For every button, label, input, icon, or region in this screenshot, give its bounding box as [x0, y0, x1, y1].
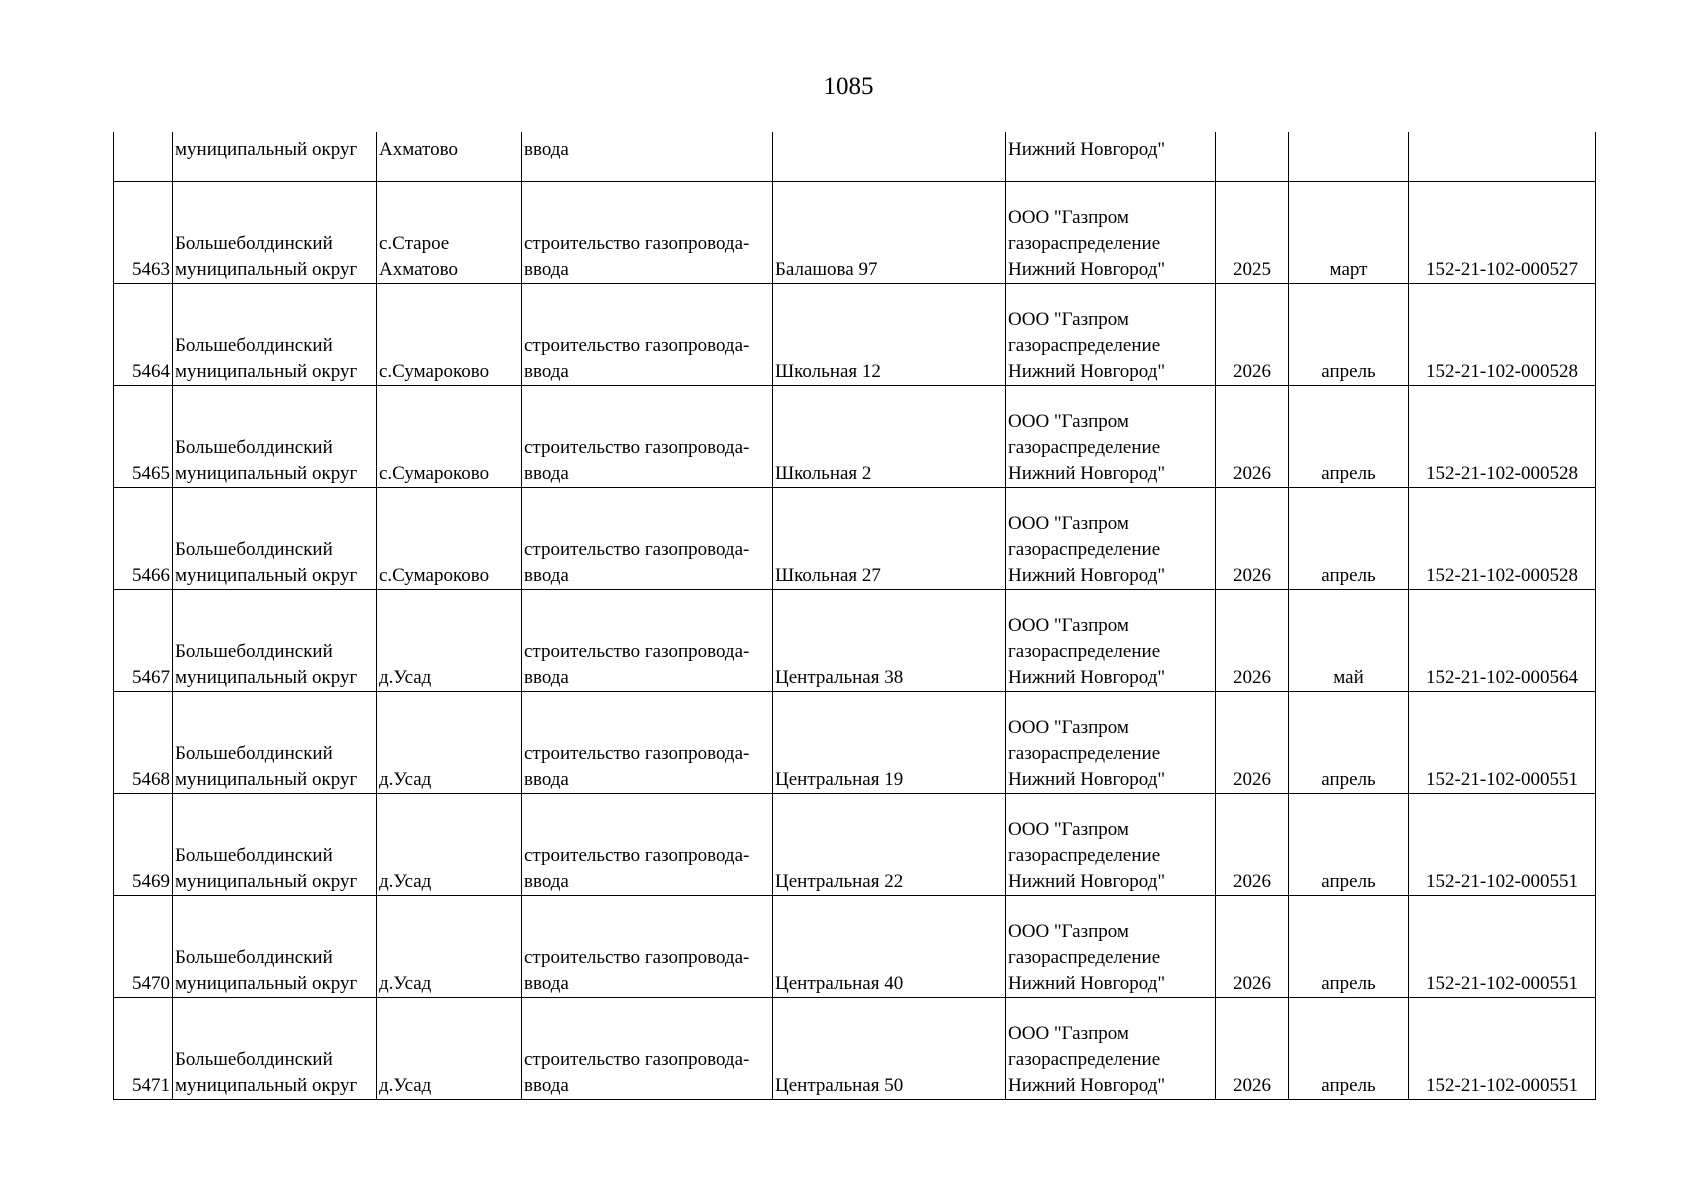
cell-work: [522, 895, 773, 997]
cell-month: [1289, 691, 1409, 793]
work-text: ввода: [524, 666, 569, 688]
cell-company: [1006, 132, 1216, 181]
cell-address: [773, 997, 1006, 1099]
cell-num: [114, 997, 173, 1099]
row-number: 5466: [132, 564, 170, 586]
code-text: 152-21-102-000551: [1426, 870, 1578, 892]
cell-work: [522, 385, 773, 487]
cell-address: [773, 283, 1006, 385]
cell-address: [773, 895, 1006, 997]
company-text: Нижний Новгород": [1008, 870, 1166, 892]
table-row: [114, 283, 1596, 385]
address-text: Центральная 22: [775, 870, 904, 892]
cell-year: [1216, 487, 1289, 589]
month-text: март: [1329, 258, 1368, 280]
cell-company: [1006, 181, 1216, 283]
table-row: [114, 385, 1596, 487]
district-text: Большеболдинский: [175, 538, 333, 560]
district-text: Большеболдинский: [175, 436, 333, 458]
company-text: ООО "Газпром: [1008, 1022, 1129, 1044]
cell-year: [1216, 283, 1289, 385]
company-text: ООО "Газпром: [1008, 206, 1129, 228]
settlement-text: д.Усад: [379, 972, 432, 994]
settlement-text: с.Сумароково: [379, 360, 490, 382]
address-text: Центральная 19: [775, 768, 904, 790]
cell-address: [773, 132, 1006, 181]
table-row: [114, 793, 1596, 895]
cell-year: [1216, 793, 1289, 895]
table-row: [114, 997, 1596, 1099]
cell-month: [1289, 132, 1409, 181]
table-row: [114, 181, 1596, 283]
company-text: газораспределение: [1008, 742, 1161, 764]
cell-address: [773, 181, 1006, 283]
work-text: ввода: [524, 870, 569, 892]
company-text: газораспределение: [1008, 946, 1161, 968]
cell-company: [1006, 793, 1216, 895]
company-text: Нижний Новгород": [1008, 360, 1166, 382]
district-text: Большеболдинский: [175, 1048, 333, 1070]
cell-year: [1216, 181, 1289, 283]
cell-code: [1409, 181, 1596, 283]
cell-month: [1289, 283, 1409, 385]
work-text: строительство газопровода-: [524, 640, 750, 662]
settlement-text: Ахматово: [379, 258, 458, 280]
address-text: Центральная 50: [775, 1074, 904, 1096]
year-text: 2026: [1233, 462, 1271, 484]
cell-company: [1006, 691, 1216, 793]
cell-work: [522, 997, 773, 1099]
settlement-text: [379, 435, 519, 461]
cell-year: [1216, 997, 1289, 1099]
cell-code: [1409, 283, 1596, 385]
settlement-text: д.Усад: [379, 666, 432, 688]
work-text: строительство газопровода-: [524, 538, 750, 560]
district-text: муниципальный округ: [175, 462, 358, 484]
cell-settlement: [377, 691, 522, 793]
district-text: муниципальный округ: [175, 258, 358, 280]
address-text: Балашова 97: [775, 258, 878, 280]
cell-year: [1216, 589, 1289, 691]
code-text: 152-21-102-000528: [1426, 462, 1578, 484]
cell-address: [773, 385, 1006, 487]
row-number: 5467: [132, 666, 170, 688]
month-text: апрель: [1321, 564, 1376, 586]
page-number: 1085: [823, 73, 874, 100]
cell-settlement: [377, 487, 522, 589]
company-text: Нижний Новгород": [1008, 768, 1166, 790]
month-text: апрель: [1321, 972, 1376, 994]
company-text: ООО "Газпром: [1008, 716, 1129, 738]
work-text: строительство газопровода-: [524, 334, 750, 356]
work-text: ввода: [524, 462, 569, 484]
company-text: Нижний Новгород": [1008, 138, 1166, 160]
settlement-text: [379, 333, 519, 359]
company-text: Нижний Новгород": [1008, 564, 1166, 586]
settlement-text: [379, 537, 519, 563]
year-text: 2026: [1233, 1074, 1271, 1096]
cell-address: [773, 589, 1006, 691]
district-text: Большеболдинский: [175, 640, 333, 662]
table-row: [114, 487, 1596, 589]
district-text: муниципальный округ: [175, 138, 358, 160]
cell-month: [1289, 997, 1409, 1099]
cell-work: [522, 691, 773, 793]
work-text: строительство газопровода-: [524, 1048, 750, 1070]
cell-district: [173, 793, 377, 895]
address-text: Школьная 12: [775, 360, 881, 382]
company-text: ООО "Газпром: [1008, 410, 1129, 432]
cell-num: [114, 487, 173, 589]
cell-settlement: [377, 385, 522, 487]
company-text: ООО "Газпром: [1008, 308, 1129, 330]
district-text: муниципальный округ: [175, 768, 358, 790]
address-text: Школьная 2: [775, 462, 872, 484]
cell-code: [1409, 691, 1596, 793]
district-text: Большеболдинский: [175, 844, 333, 866]
cell-month: [1289, 589, 1409, 691]
cell-district: [173, 691, 377, 793]
year-text: 2026: [1233, 870, 1271, 892]
cell-district: [173, 132, 377, 181]
cell-address: [773, 487, 1006, 589]
district-text: муниципальный округ: [175, 666, 358, 688]
settlement-text: [379, 1047, 519, 1073]
district-text: Большеболдинский: [175, 742, 333, 764]
cell-settlement: [377, 895, 522, 997]
company-text: газораспределение: [1008, 334, 1161, 356]
code-text: 152-21-102-000528: [1426, 564, 1578, 586]
company-text: Нижний Новгород": [1008, 1074, 1166, 1096]
company-text: ООО "Газпром: [1008, 614, 1129, 636]
cell-num: [114, 691, 173, 793]
company-text: ООО "Газпром: [1008, 818, 1129, 840]
work-text: строительство газопровода-: [524, 232, 750, 254]
cell-num: [114, 385, 173, 487]
row-number: 5469: [132, 870, 170, 892]
company-text: ООО "Газпром: [1008, 920, 1129, 942]
cell-company: [1006, 997, 1216, 1099]
settlement-text: д.Усад: [379, 1074, 432, 1096]
cell-code: [1409, 589, 1596, 691]
cell-address: [773, 793, 1006, 895]
address-text: Центральная 38: [775, 666, 904, 688]
cell-code: [1409, 385, 1596, 487]
district-text: муниципальный округ: [175, 360, 358, 382]
district-text: Большеболдинский: [175, 334, 333, 356]
month-text: апрель: [1321, 462, 1376, 484]
company-text: газораспределение: [1008, 640, 1161, 662]
cell-company: [1006, 385, 1216, 487]
code-text: 152-21-102-000551: [1426, 972, 1578, 994]
district-text: муниципальный округ: [175, 972, 358, 994]
month-text: апрель: [1321, 870, 1376, 892]
cell-company: [1006, 895, 1216, 997]
cell-num: [114, 283, 173, 385]
company-text: газораспределение: [1008, 436, 1161, 458]
table-body: [114, 132, 1596, 1099]
district-text: муниципальный округ: [175, 564, 358, 586]
work-text: строительство газопровода-: [524, 742, 750, 764]
company-text: Нижний Новгород": [1008, 462, 1166, 484]
work-text: ввода: [524, 564, 569, 586]
row-number: 5464: [132, 360, 170, 382]
row-number: 5468: [132, 768, 170, 790]
cell-settlement: [377, 132, 522, 181]
settlement-text: [379, 639, 519, 665]
address-text: Школьная 27: [775, 564, 881, 586]
settlement-text: с.Сумароково: [379, 462, 490, 484]
company-text: Нижний Новгород": [1008, 666, 1166, 688]
cell-code: [1409, 132, 1596, 181]
row-number: 5471: [132, 1074, 170, 1096]
work-text: ввода: [524, 1074, 569, 1096]
year-text: 2026: [1233, 360, 1271, 382]
month-text: апрель: [1321, 360, 1376, 382]
work-text: ввода: [524, 768, 569, 790]
settlement-text: д.Усад: [379, 768, 432, 790]
year-text: 2025: [1233, 258, 1271, 280]
company-text: Нижний Новгород": [1008, 972, 1166, 994]
cell-company: [1006, 589, 1216, 691]
cell-district: [173, 997, 377, 1099]
company-text: ООО "Газпром: [1008, 512, 1129, 534]
cell-code: [1409, 895, 1596, 997]
gas-pipeline-table: [113, 132, 1596, 1100]
cell-work: [522, 132, 773, 181]
work-text: строительство газопровода-: [524, 844, 750, 866]
work-text: ввода: [524, 258, 569, 280]
work-text: ввода: [524, 360, 569, 382]
cell-num: [114, 589, 173, 691]
code-text: 152-21-102-000551: [1426, 768, 1578, 790]
cell-settlement: [377, 589, 522, 691]
cell-settlement: [377, 997, 522, 1099]
cell-work: [522, 283, 773, 385]
settlement-text: с.Старое: [379, 232, 450, 254]
work-text: ввода: [524, 972, 569, 994]
district-text: Большеболдинский: [175, 946, 333, 968]
settlement-text: [379, 741, 519, 767]
company-text: газораспределение: [1008, 844, 1161, 866]
cell-settlement: [377, 793, 522, 895]
cell-district: [173, 895, 377, 997]
company-text: газораспределение: [1008, 1048, 1161, 1070]
district-text: Большеболдинский: [175, 232, 333, 254]
code-text: 152-21-102-000527: [1426, 258, 1578, 280]
district-text: муниципальный округ: [175, 1074, 358, 1096]
cell-company: [1006, 487, 1216, 589]
cell-district: [173, 181, 377, 283]
settlement-text: Ахматово: [379, 138, 458, 160]
month-text: май: [1333, 666, 1364, 688]
company-text: газораспределение: [1008, 538, 1161, 560]
cell-year: [1216, 895, 1289, 997]
cell-work: [522, 793, 773, 895]
cell-district: [173, 589, 377, 691]
table-row: [114, 589, 1596, 691]
work-text: строительство газопровода-: [524, 436, 750, 458]
district-text: муниципальный округ: [175, 870, 358, 892]
code-text: 152-21-102-000528: [1426, 360, 1578, 382]
cell-code: [1409, 487, 1596, 589]
table-row: [114, 895, 1596, 997]
cell-num: [114, 895, 173, 997]
cell-company: [1006, 283, 1216, 385]
code-text: 152-21-102-000551: [1426, 1074, 1578, 1096]
row-number: 5465: [132, 462, 170, 484]
cell-work: [522, 589, 773, 691]
settlement-text: с.Сумароково: [379, 564, 490, 586]
cell-address: [773, 691, 1006, 793]
row-number: 5463: [132, 258, 170, 280]
cell-settlement: [377, 181, 522, 283]
month-text: апрель: [1321, 1074, 1376, 1096]
cell-num: [114, 132, 173, 181]
table-row: [114, 691, 1596, 793]
cell-month: [1289, 181, 1409, 283]
cell-work: [522, 487, 773, 589]
cell-month: [1289, 793, 1409, 895]
company-text: газораспределение: [1008, 232, 1161, 254]
cell-month: [1289, 487, 1409, 589]
cell-settlement: [377, 283, 522, 385]
month-text: апрель: [1321, 768, 1376, 790]
row-number: 5470: [132, 972, 170, 994]
cell-month: [1289, 385, 1409, 487]
year-text: 2026: [1233, 972, 1271, 994]
work-text: ввода: [524, 138, 569, 160]
cell-year: [1216, 132, 1289, 181]
cell-code: [1409, 997, 1596, 1099]
cell-district: [173, 487, 377, 589]
cell-month: [1289, 895, 1409, 997]
settlement-text: [379, 945, 519, 971]
settlement-text: [379, 843, 519, 869]
settlement-text: д.Усад: [379, 870, 432, 892]
cell-work: [522, 181, 773, 283]
cell-district: [173, 385, 377, 487]
address-text: Центральная 40: [775, 972, 904, 994]
cell-code: [1409, 793, 1596, 895]
year-text: 2026: [1233, 666, 1271, 688]
year-text: 2026: [1233, 768, 1271, 790]
cell-year: [1216, 691, 1289, 793]
work-text: строительство газопровода-: [524, 946, 750, 968]
cell-year: [1216, 385, 1289, 487]
cell-num: [114, 793, 173, 895]
cell-num: [114, 181, 173, 283]
table-row-continued: [114, 132, 1596, 181]
cell-district: [173, 283, 377, 385]
year-text: 2026: [1233, 564, 1271, 586]
code-text: 152-21-102-000564: [1426, 666, 1578, 688]
company-text: Нижний Новгород": [1008, 258, 1166, 280]
